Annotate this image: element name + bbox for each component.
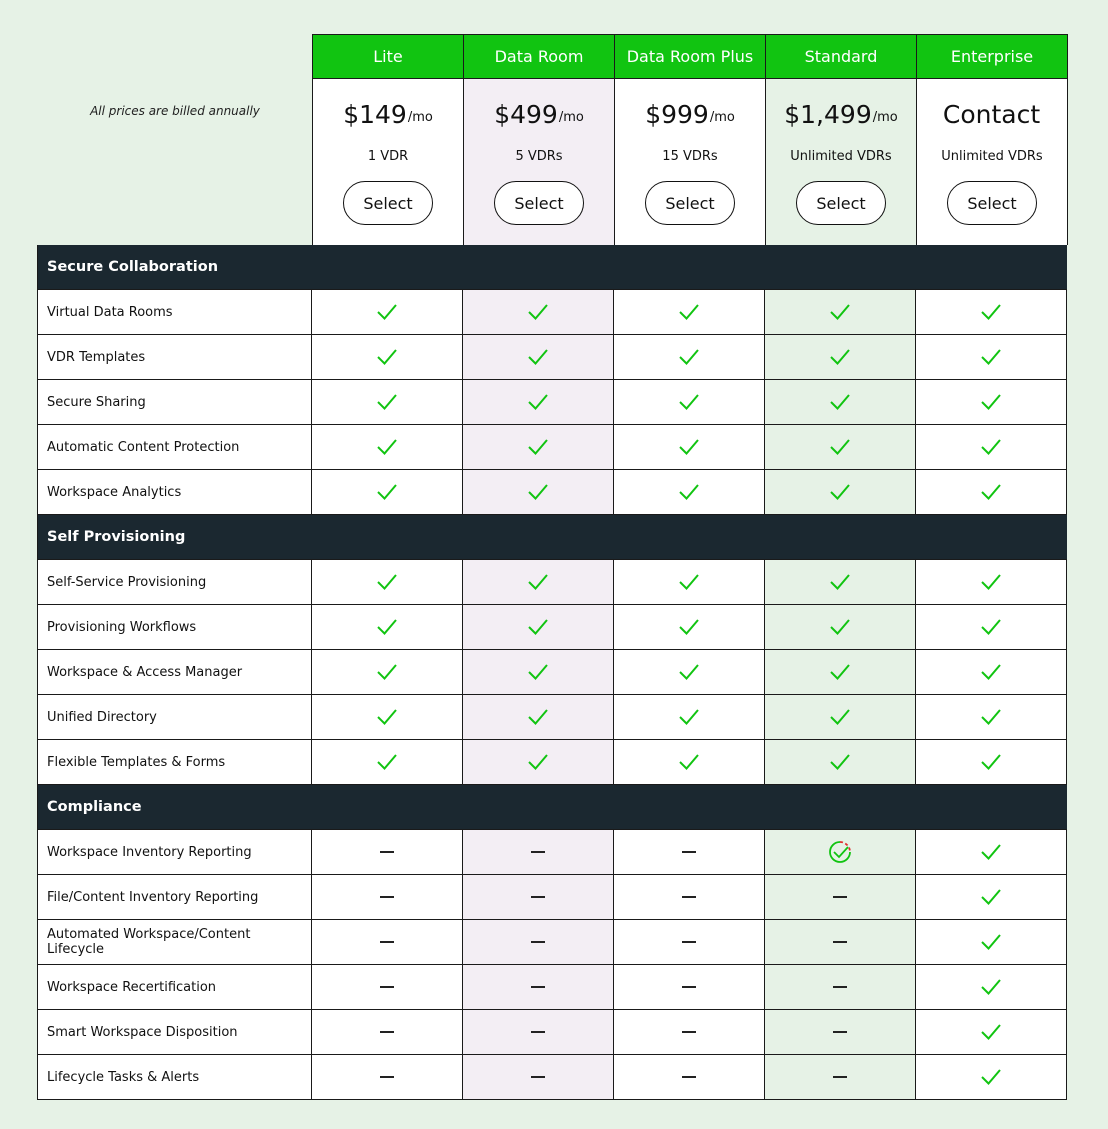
feature-cell: [614, 830, 765, 875]
dash-icon: [833, 986, 847, 988]
feature-cell: [765, 335, 916, 380]
feature-cell: [614, 335, 765, 380]
dash-icon: [682, 1076, 696, 1078]
feature-cell: [312, 740, 463, 785]
dash-icon: [531, 1076, 545, 1078]
check-icon: [527, 663, 549, 681]
dash-icon: [531, 986, 545, 988]
check-icon: [527, 618, 549, 636]
feature-row: [38, 965, 1068, 1010]
feature-row: [38, 650, 1068, 695]
feature-cell: [765, 560, 916, 605]
feature-cell: [614, 920, 765, 965]
dash-icon: [531, 1031, 545, 1033]
check-icon: [376, 483, 398, 501]
select-wrap: [313, 175, 463, 245]
check-icon: [829, 483, 851, 501]
feature-cell: [463, 605, 614, 650]
check-icon: [678, 438, 700, 456]
feature-label: Lifecycle Tasks & Alerts: [38, 1055, 312, 1100]
check-icon: [376, 573, 398, 591]
price-period: /mo: [872, 110, 898, 125]
select-plan-button[interactable]: Select: [947, 181, 1037, 225]
feature-cell: [312, 290, 463, 335]
check-icon: [527, 708, 549, 726]
feature-cell: [765, 290, 916, 335]
feature-row: [38, 695, 1068, 740]
plan-vdr-count: 1 VDR: [367, 149, 409, 164]
feature-label: Workspace Inventory Reporting: [38, 830, 312, 875]
plan-name: Standard: [766, 34, 916, 79]
select-wrap: [766, 175, 916, 245]
check-icon: [678, 348, 700, 366]
partial-check-icon: [827, 839, 853, 865]
select-wrap: [464, 175, 614, 245]
price-period: /mo: [407, 110, 433, 125]
check-icon: [527, 573, 549, 591]
plan-vdr-count: 5 VDRs: [515, 149, 563, 164]
feature-row: [38, 1055, 1068, 1100]
dash-icon: [682, 986, 696, 988]
feature-cell: [312, 335, 463, 380]
feature-cell: [614, 695, 765, 740]
plan-data-room: [464, 34, 615, 245]
feature-cell: [916, 335, 1067, 380]
feature-cell: [614, 875, 765, 920]
check-icon: [376, 708, 398, 726]
feature-cell: [765, 920, 916, 965]
check-icon: [527, 348, 549, 366]
feature-row: [38, 560, 1068, 605]
check-icon: [527, 483, 549, 501]
select-wrap: [917, 175, 1067, 245]
feature-cell: [312, 875, 463, 920]
feature-row: [38, 920, 1068, 965]
dash-icon: [833, 1031, 847, 1033]
feature-cell: [614, 425, 765, 470]
feature-cell: [463, 875, 614, 920]
dash-icon: [833, 941, 847, 943]
feature-cell: [765, 875, 916, 920]
feature-cell: [312, 695, 463, 740]
dash-icon: [682, 851, 696, 853]
feature-cell: [916, 695, 1067, 740]
dash-icon: [531, 851, 545, 853]
check-icon: [829, 393, 851, 411]
feature-cell: [916, 1055, 1067, 1100]
section-header: Compliance: [38, 785, 1067, 830]
feature-cell: [312, 470, 463, 515]
feature-cell: [312, 605, 463, 650]
feature-cell: [312, 965, 463, 1010]
feature-cell: [916, 830, 1067, 875]
select-plan-button[interactable]: Select: [645, 181, 735, 225]
feature-cell: [916, 380, 1067, 425]
check-icon: [980, 663, 1002, 681]
check-icon: [678, 708, 700, 726]
feature-cell: [614, 740, 765, 785]
dash-icon: [380, 1076, 394, 1078]
feature-cell: [916, 605, 1067, 650]
feature-cell: [463, 1055, 614, 1100]
feature-cell: [312, 1010, 463, 1055]
check-icon: [376, 753, 398, 771]
feature-cell: [614, 965, 765, 1010]
price-amount: $149: [343, 100, 407, 129]
feature-label: Self-Service Provisioning: [38, 560, 312, 605]
plan-columns: [312, 34, 1068, 245]
feature-cell: [463, 920, 614, 965]
feature-cell: [312, 1055, 463, 1100]
check-icon: [376, 303, 398, 321]
check-icon: [980, 483, 1002, 501]
feature-cell: [916, 650, 1067, 695]
feature-cell: [916, 1010, 1067, 1055]
feature-table: [37, 245, 1068, 1100]
check-icon: [376, 393, 398, 411]
section-header: Self Provisioning: [38, 515, 1067, 560]
feature-label: Smart Workspace Disposition: [38, 1010, 312, 1055]
price-amount: $499: [494, 100, 558, 129]
plan-price: [313, 79, 463, 149]
feature-cell: [614, 1010, 765, 1055]
feature-cell: [463, 830, 614, 875]
check-icon: [678, 573, 700, 591]
feature-label: File/Content Inventory Reporting: [38, 875, 312, 920]
price-amount: $999: [645, 100, 709, 129]
plan-standard: [766, 34, 917, 245]
check-icon: [678, 618, 700, 636]
feature-cell: [765, 1055, 916, 1100]
check-icon: [980, 753, 1002, 771]
feature-cell: [765, 695, 916, 740]
feature-cell: [765, 425, 916, 470]
plan-vdr-count: Unlimited VDRs: [941, 149, 1043, 164]
feature-cell: [916, 965, 1067, 1010]
feature-cell: [916, 470, 1067, 515]
feature-label: Secure Sharing: [38, 380, 312, 425]
plan-data-room-plus: [615, 34, 766, 245]
select-plan-button[interactable]: Select: [494, 181, 584, 225]
check-icon: [829, 753, 851, 771]
section-header: Secure Collaboration: [38, 245, 1067, 290]
plan-name: Data Room: [464, 34, 614, 79]
check-icon: [527, 438, 549, 456]
feature-row: [38, 425, 1068, 470]
check-icon: [678, 393, 700, 411]
feature-cell: [916, 875, 1067, 920]
check-icon: [678, 483, 700, 501]
plan-lite: [313, 34, 464, 245]
feature-cell: [463, 695, 614, 740]
feature-label: VDR Templates: [38, 335, 312, 380]
feature-label: Virtual Data Rooms: [38, 290, 312, 335]
feature-row: [38, 290, 1068, 335]
price-amount: Contact: [942, 100, 1041, 129]
feature-cell: [463, 470, 614, 515]
feature-cell: [463, 650, 614, 695]
feature-cell: [463, 290, 614, 335]
dash-icon: [531, 941, 545, 943]
price-amount: $1,499: [784, 100, 872, 129]
feature-cell: [463, 425, 614, 470]
feature-cell: [916, 740, 1067, 785]
feature-cell: [312, 380, 463, 425]
feature-cell: [916, 920, 1067, 965]
feature-cell: [312, 920, 463, 965]
dash-icon: [380, 986, 394, 988]
check-icon: [980, 978, 1002, 996]
plan-price: [464, 79, 614, 149]
feature-label: Unified Directory: [38, 695, 312, 740]
check-icon: [980, 843, 1002, 861]
feature-label: Workspace Analytics: [38, 470, 312, 515]
plan-name: Lite: [313, 34, 463, 79]
check-icon: [829, 573, 851, 591]
feature-row: [38, 380, 1068, 425]
check-icon: [527, 753, 549, 771]
check-icon: [980, 708, 1002, 726]
feature-row: [38, 335, 1068, 380]
feature-cell: [463, 335, 614, 380]
select-wrap: [615, 175, 765, 245]
feature-cell: [312, 650, 463, 695]
feature-row: [38, 875, 1068, 920]
feature-cell: [765, 470, 916, 515]
feature-cell: [463, 380, 614, 425]
check-icon: [678, 663, 700, 681]
feature-row: [38, 830, 1068, 875]
feature-row: [38, 605, 1068, 650]
feature-cell: [312, 560, 463, 605]
dash-icon: [833, 896, 847, 898]
check-icon: [980, 933, 1002, 951]
check-icon: [527, 303, 549, 321]
select-plan-button[interactable]: Select: [796, 181, 886, 225]
feature-cell: [765, 1010, 916, 1055]
dash-icon: [380, 941, 394, 943]
select-plan-button[interactable]: Select: [343, 181, 433, 225]
dash-icon: [380, 896, 394, 898]
check-icon: [376, 618, 398, 636]
feature-cell: [765, 380, 916, 425]
feature-cell: [765, 830, 916, 875]
feature-cell: [765, 650, 916, 695]
check-icon: [376, 348, 398, 366]
feature-cell: [614, 290, 765, 335]
check-icon: [829, 708, 851, 726]
plan-price: [615, 79, 765, 149]
check-icon: [980, 393, 1002, 411]
plan-price: [917, 79, 1067, 149]
check-icon: [980, 1068, 1002, 1086]
check-icon: [980, 888, 1002, 906]
feature-row: [38, 740, 1068, 785]
plan-name: Data Room Plus: [615, 34, 765, 79]
dash-icon: [682, 1031, 696, 1033]
feature-cell: [614, 1055, 765, 1100]
feature-label: Flexible Templates & Forms: [38, 740, 312, 785]
dash-icon: [682, 941, 696, 943]
check-icon: [678, 753, 700, 771]
check-icon: [527, 393, 549, 411]
check-icon: [829, 348, 851, 366]
dash-icon: [531, 896, 545, 898]
check-icon: [678, 303, 700, 321]
feature-row: [38, 470, 1068, 515]
feature-cell: [765, 740, 916, 785]
feature-cell: [916, 560, 1067, 605]
check-icon: [980, 573, 1002, 591]
check-icon: [980, 1023, 1002, 1041]
check-icon: [829, 663, 851, 681]
dash-icon: [682, 896, 696, 898]
plan-enterprise: [917, 34, 1068, 245]
feature-label: Automated Workspace/Content Lifecycle: [38, 920, 312, 965]
feature-cell: [614, 470, 765, 515]
feature-cell: [463, 1010, 614, 1055]
check-icon: [980, 438, 1002, 456]
dash-icon: [833, 1076, 847, 1078]
check-icon: [829, 303, 851, 321]
check-icon: [980, 303, 1002, 321]
feature-cell: [916, 290, 1067, 335]
plan-price: [766, 79, 916, 149]
feature-label: Provisioning Workflows: [38, 605, 312, 650]
plan-vdr-count: 15 VDRs: [662, 149, 718, 164]
check-icon: [980, 618, 1002, 636]
dash-icon: [380, 851, 394, 853]
feature-row: [38, 1010, 1068, 1055]
check-icon: [980, 348, 1002, 366]
plan-vdr-count: Unlimited VDRs: [790, 149, 892, 164]
plan-name: Enterprise: [917, 34, 1067, 79]
price-period: /mo: [558, 110, 584, 125]
feature-cell: [916, 425, 1067, 470]
feature-cell: [463, 740, 614, 785]
feature-cell: [463, 965, 614, 1010]
check-icon: [376, 663, 398, 681]
feature-cell: [614, 605, 765, 650]
feature-cell: [765, 605, 916, 650]
feature-cell: [463, 560, 614, 605]
feature-cell: [312, 425, 463, 470]
feature-cell: [312, 830, 463, 875]
check-icon: [829, 438, 851, 456]
check-icon: [829, 618, 851, 636]
feature-label: Workspace Recertification: [38, 965, 312, 1010]
billing-note: All prices are billed annually: [90, 104, 260, 118]
feature-cell: [614, 560, 765, 605]
feature-cell: [614, 650, 765, 695]
dash-icon: [380, 1031, 394, 1033]
feature-label: Automatic Content Protection: [38, 425, 312, 470]
check-icon: [376, 438, 398, 456]
feature-cell: [614, 380, 765, 425]
feature-label: Workspace & Access Manager: [38, 650, 312, 695]
feature-cell: [765, 965, 916, 1010]
price-period: /mo: [709, 110, 735, 125]
